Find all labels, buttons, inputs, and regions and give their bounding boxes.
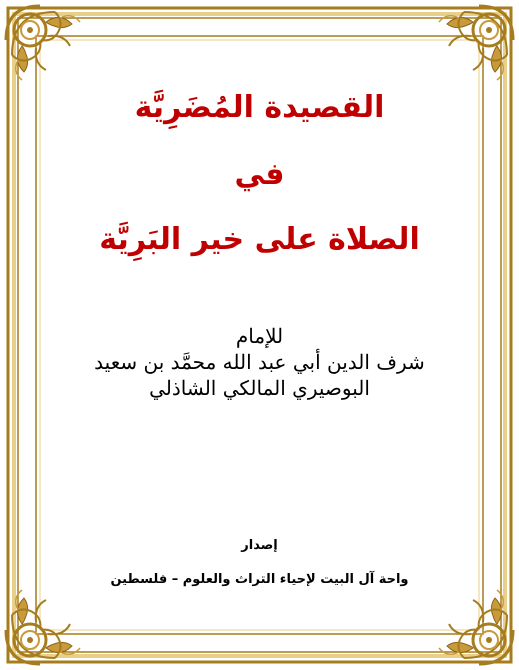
author-name: شرف الدين أبي عبد الله محمَّد بن سعيد [94,350,425,374]
publisher-name: واحة آل البيت لإحياء التراث والعلوم – فلسطين [110,572,409,587]
author-attribution: البوصيري المالكي الشاذلي [149,376,370,400]
publication-label: إصدار [241,538,278,553]
title-line-2: في [234,157,285,192]
author-prefix: للإمام [235,324,284,348]
cover-page [60,0,459,670]
title-line-1: القصيدة المُضَرِيَّة [134,90,385,125]
title-line-3: الصلاة على خير البَرِيَّة [99,222,420,257]
